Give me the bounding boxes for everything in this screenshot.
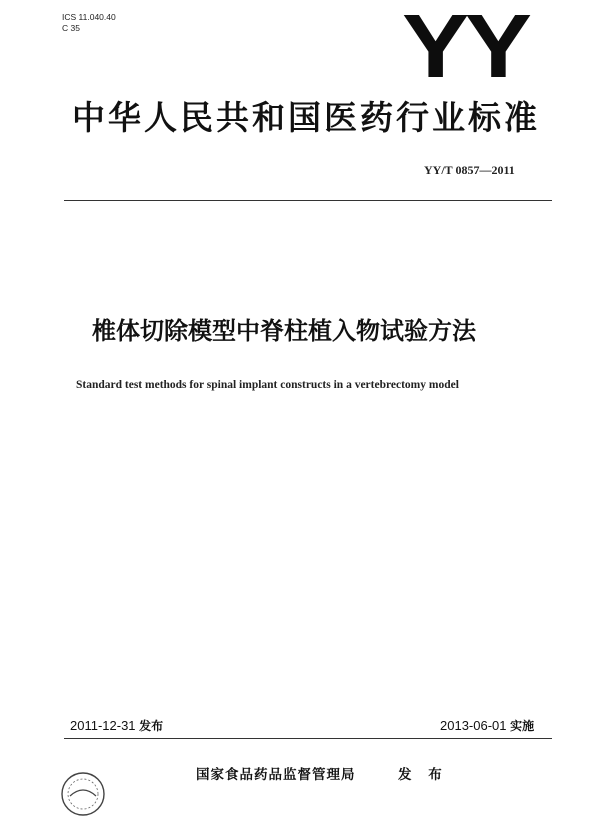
- organization-title: 中华人民共和国医药行业标准: [72, 98, 540, 137]
- issue-word: 发 布: [398, 767, 448, 783]
- english-title: Standard test methods for spinal implant constructs in a vertebrectomy model: [76, 379, 459, 391]
- header-divider: [64, 200, 552, 201]
- chinese-title: 椎体切除模型中脊柱植入物试验方法: [92, 317, 476, 345]
- implementation-date: 2013-06-01: [440, 718, 507, 733]
- classification-codes: [62, 12, 116, 34]
- standard-number: YY/T 0857—2011: [424, 163, 515, 177]
- ccs-code: C 35: [62, 23, 80, 33]
- ics-code: ICS 11.040.40: [62, 12, 116, 22]
- issuing-authority: 国家食品药品监督管理局: [196, 767, 356, 783]
- issue-label: 发布: [139, 719, 164, 733]
- implementation-label: 实施: [510, 719, 535, 733]
- footer-divider: [64, 738, 552, 739]
- yy-logo: YY: [402, 0, 528, 97]
- issue-date-block: [70, 718, 163, 734]
- seal-icon: [58, 766, 108, 816]
- issue-date: 2011-12-31: [70, 718, 136, 733]
- implementation-date-block: [440, 718, 534, 734]
